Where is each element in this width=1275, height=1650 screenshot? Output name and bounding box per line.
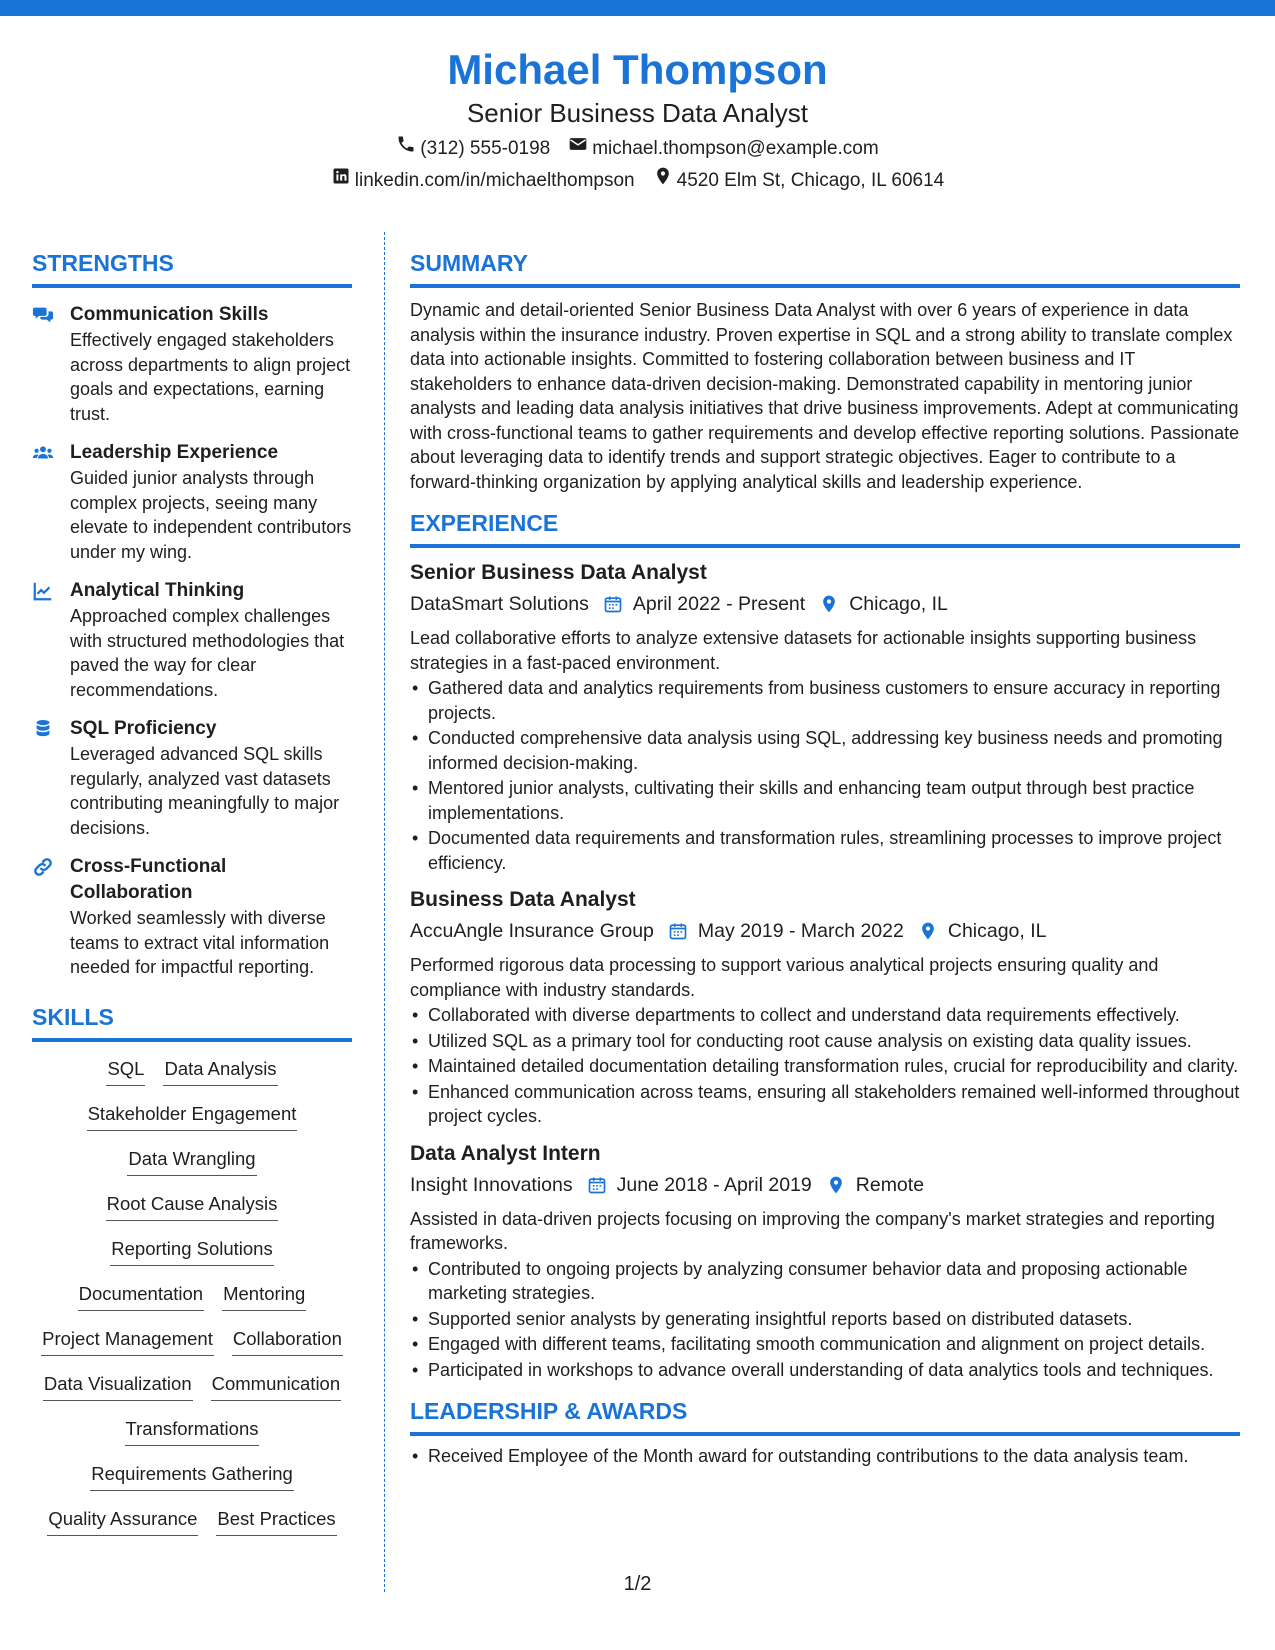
job-entry (410, 885, 1240, 1129)
strengths-heading: STRENGTHS (32, 248, 352, 288)
skill-row (32, 1506, 352, 1551)
bullet-item: • Mentored junior analysts, cultivating their skills and enhancing team output through best practice implementations. (410, 776, 1240, 825)
job-description: Assisted in data-driven projects focusing on improving the company's market strategies and reporting frameworks. (410, 1208, 1215, 1253)
calendar-icon (587, 1175, 607, 1195)
top-accent-bar (0, 0, 1275, 16)
leadership-heading: LEADERSHIP & AWARDS (410, 1396, 1240, 1436)
bullet-item: • Collaborated with diverse departments to collect and understand data requirements effectively. (410, 1003, 1240, 1028)
job-entry (410, 558, 1240, 875)
skill-tag: SQL (106, 1056, 145, 1086)
skill-tag: Data Visualization (43, 1371, 193, 1401)
skill-tag: Best Practices (216, 1506, 336, 1536)
strength-item (32, 302, 352, 426)
skill-row (32, 1191, 352, 1236)
phone-icon (396, 134, 416, 164)
strength-desc: Guided junior analysts through complex projects, seeing many elevate to independent contributors under my wing. (70, 468, 352, 562)
linkedin-icon (331, 166, 351, 196)
job-company: DataSmart Solutions (410, 593, 589, 615)
candidate-title: Senior Business Data Analyst (466, 98, 809, 128)
job-company: Insight Innovations (410, 1173, 573, 1196)
skill-row (32, 1146, 352, 1191)
job-title: Senior Business Data Analyst (410, 561, 707, 584)
job-meta (410, 588, 1240, 620)
skill-tag: Communication (211, 1371, 342, 1401)
job-entry (410, 1139, 1240, 1383)
strength-title: Analytical Thinking (70, 580, 245, 601)
bullet-item: • Conducted comprehensive data analysis using SQL, addressing key business needs and promoting informed decision-making. (410, 726, 1240, 775)
resume-header (0, 44, 1275, 196)
envelope-icon (568, 134, 588, 164)
skill-tag: Documentation (78, 1281, 204, 1311)
contact-row-1 (0, 134, 1275, 164)
strength-desc: Approached complex challenges with structured methodologies that paved the way for clear recommendations. (70, 606, 345, 700)
right-column (410, 248, 1240, 1469)
address-text: 4520 Elm St, Chicago, IL 60614 (676, 170, 945, 191)
map-marker-icon (819, 594, 839, 614)
skill-tag: Stakeholder Engagement (87, 1101, 298, 1131)
job-location: Chicago, IL (849, 593, 948, 615)
bullet-item: • Gathered data and analytics requirements from business customers to ensure accuracy in reporting projects. (410, 676, 1240, 725)
job-bullets (410, 676, 1240, 875)
summary-text: Dynamic and detail-oriented Senior Business Data Analyst with over 6 years of experience in data analysis within the insurance industry. Proven expertise in SQL and a strong ability to translate complex data into actionable insights. Committed to fostering collaboration between business and IT stakeholders to enhance data-driven decision-making. Demonstrated capability in mentoring junior analysts and leading data analysis initiatives that drive business improvements. Adept at communicating with cross-functional teams to gather requirements and develop effective reporting solutions. Passionate about leveraging data to identify trends and support strategic objectives. Eager to contribute to a forward-thinking organization by applying analytical skills and leadership experience. (410, 300, 1240, 492)
calendar-icon (668, 921, 688, 941)
strength-title: Leadership Experience (70, 442, 279, 463)
strength-title: Communication Skills (70, 304, 269, 325)
bullet-item: • Documented data requirements and transformation rules, streamlining processes to improve project efficiency. (410, 826, 1240, 875)
bullet-item: • Contributed to ongoing projects by analyzing consumer behavior data and proposing actionable marketing strategies. (410, 1257, 1240, 1306)
skill-tag: Mentoring (222, 1281, 306, 1311)
strength-title: SQL Proficiency (70, 718, 217, 739)
skill-tag: Data Wrangling (127, 1146, 256, 1176)
skill-tag: Quality Assurance (47, 1506, 198, 1536)
strength-desc: Leveraged advanced SQL skills regularly, analyzed vast datasets contributing meaningfully to major decisions. (70, 744, 340, 838)
skill-row (32, 1056, 352, 1101)
skill-row (32, 1371, 352, 1416)
email-contact[interactable] (568, 134, 878, 164)
skill-tag: Collaboration (232, 1326, 343, 1356)
bullet-item: • Maintained detailed documentation detailing transformation rules, crucial for reproducibility and clarity. (410, 1054, 1240, 1079)
skills-heading: SKILLS (32, 1002, 352, 1042)
chart-line-icon (32, 578, 70, 702)
map-marker-icon (918, 921, 938, 941)
summary-heading: SUMMARY (410, 248, 1240, 288)
phone-contact[interactable] (396, 134, 550, 164)
bullet-item: • Supported senior analysts by generating insightful reports based on distributed datasets. (410, 1307, 1240, 1332)
job-description: Performed rigorous data processing to support various analytical projects ensuring quality and compliance with industry standards. (410, 955, 1159, 1000)
leadership-bullets (410, 1444, 1240, 1469)
skill-tag: Root Cause Analysis (106, 1191, 279, 1221)
job-location: Remote (855, 1173, 925, 1196)
page-number: 1/2 (623, 1573, 652, 1595)
strength-item (32, 578, 352, 702)
skill-row (32, 1281, 352, 1326)
comments-icon (32, 302, 70, 426)
job-meta (410, 915, 1240, 947)
map-marker-icon (653, 166, 673, 196)
database-icon (32, 716, 70, 840)
users-icon (32, 440, 70, 564)
job-dates: April 2022 - Present (632, 593, 806, 615)
contact-row-2 (0, 166, 1275, 196)
email-text: michael.thompson@example.com (592, 138, 879, 159)
skill-tag: Project Management (41, 1326, 214, 1356)
address-contact (653, 166, 945, 196)
bullet-item: • Utilized SQL as a primary tool for conducting root cause analysis on existing data quality issues. (410, 1029, 1240, 1054)
skill-row (32, 1461, 352, 1506)
job-title: Data Analyst Intern (410, 1141, 601, 1165)
skill-tag: Transformations (125, 1416, 260, 1446)
strength-desc: Effectively engaged stakeholders across departments to align project goals and expectations, earning trust. (70, 330, 351, 424)
skill-tag: Data Analysis (163, 1056, 277, 1086)
job-dates: June 2018 - April 2019 (616, 1173, 812, 1196)
candidate-name: Michael Thompson (447, 46, 828, 93)
job-meta (410, 1169, 1240, 1201)
phone-text: (312) 555-0198 (420, 138, 551, 159)
strength-item (32, 440, 352, 564)
strength-item (32, 716, 352, 840)
strength-title: Cross-Functional Collaboration (70, 856, 227, 903)
left-column (32, 248, 352, 1551)
bullet-item: • Received Employee of the Month award for outstanding contributions to the data analysis team. (410, 1444, 1240, 1469)
job-bullets (410, 1003, 1240, 1129)
job-description: Lead collaborative efforts to analyze extensive datasets for actionable insights supporting business strategies in a fast-paced environment. (410, 628, 1197, 673)
bullet-item: • Participated in workshops to advance overall understanding of data analytics tools and techniques. (410, 1358, 1240, 1383)
job-title: Business Data Analyst (410, 888, 636, 911)
column-divider (384, 232, 385, 1592)
job-bullets (410, 1257, 1240, 1383)
strength-desc: Worked seamlessly with diverse teams to extract vital information needed for impactful reporting. (70, 908, 330, 977)
skill-row (32, 1101, 352, 1146)
strength-item (32, 854, 352, 980)
bullet-item: • Enhanced communication across teams, ensuring all stakeholders remained well-informed throughout project cycles. (410, 1080, 1240, 1129)
skill-tag: Reporting Solutions (110, 1236, 273, 1266)
skill-row (32, 1236, 352, 1281)
calendar-icon (603, 594, 623, 614)
map-marker-icon (826, 1175, 846, 1195)
link-icon (32, 854, 70, 980)
skills-list (32, 1056, 352, 1551)
skill-tag: Requirements Gathering (90, 1461, 294, 1491)
bullet-item: • Engaged with different teams, facilitating smooth communication and alignment on project details. (410, 1332, 1240, 1357)
skill-row (32, 1416, 352, 1461)
job-location: Chicago, IL (947, 920, 1047, 942)
linkedin-contact[interactable] (331, 166, 635, 196)
linkedin-text: linkedin.com/in/michaelthompson (354, 170, 635, 191)
experience-heading: EXPERIENCE (410, 508, 1240, 548)
job-dates: May 2019 - March 2022 (697, 920, 904, 942)
skill-row (32, 1326, 352, 1371)
job-company: AccuAngle Insurance Group (410, 920, 654, 942)
